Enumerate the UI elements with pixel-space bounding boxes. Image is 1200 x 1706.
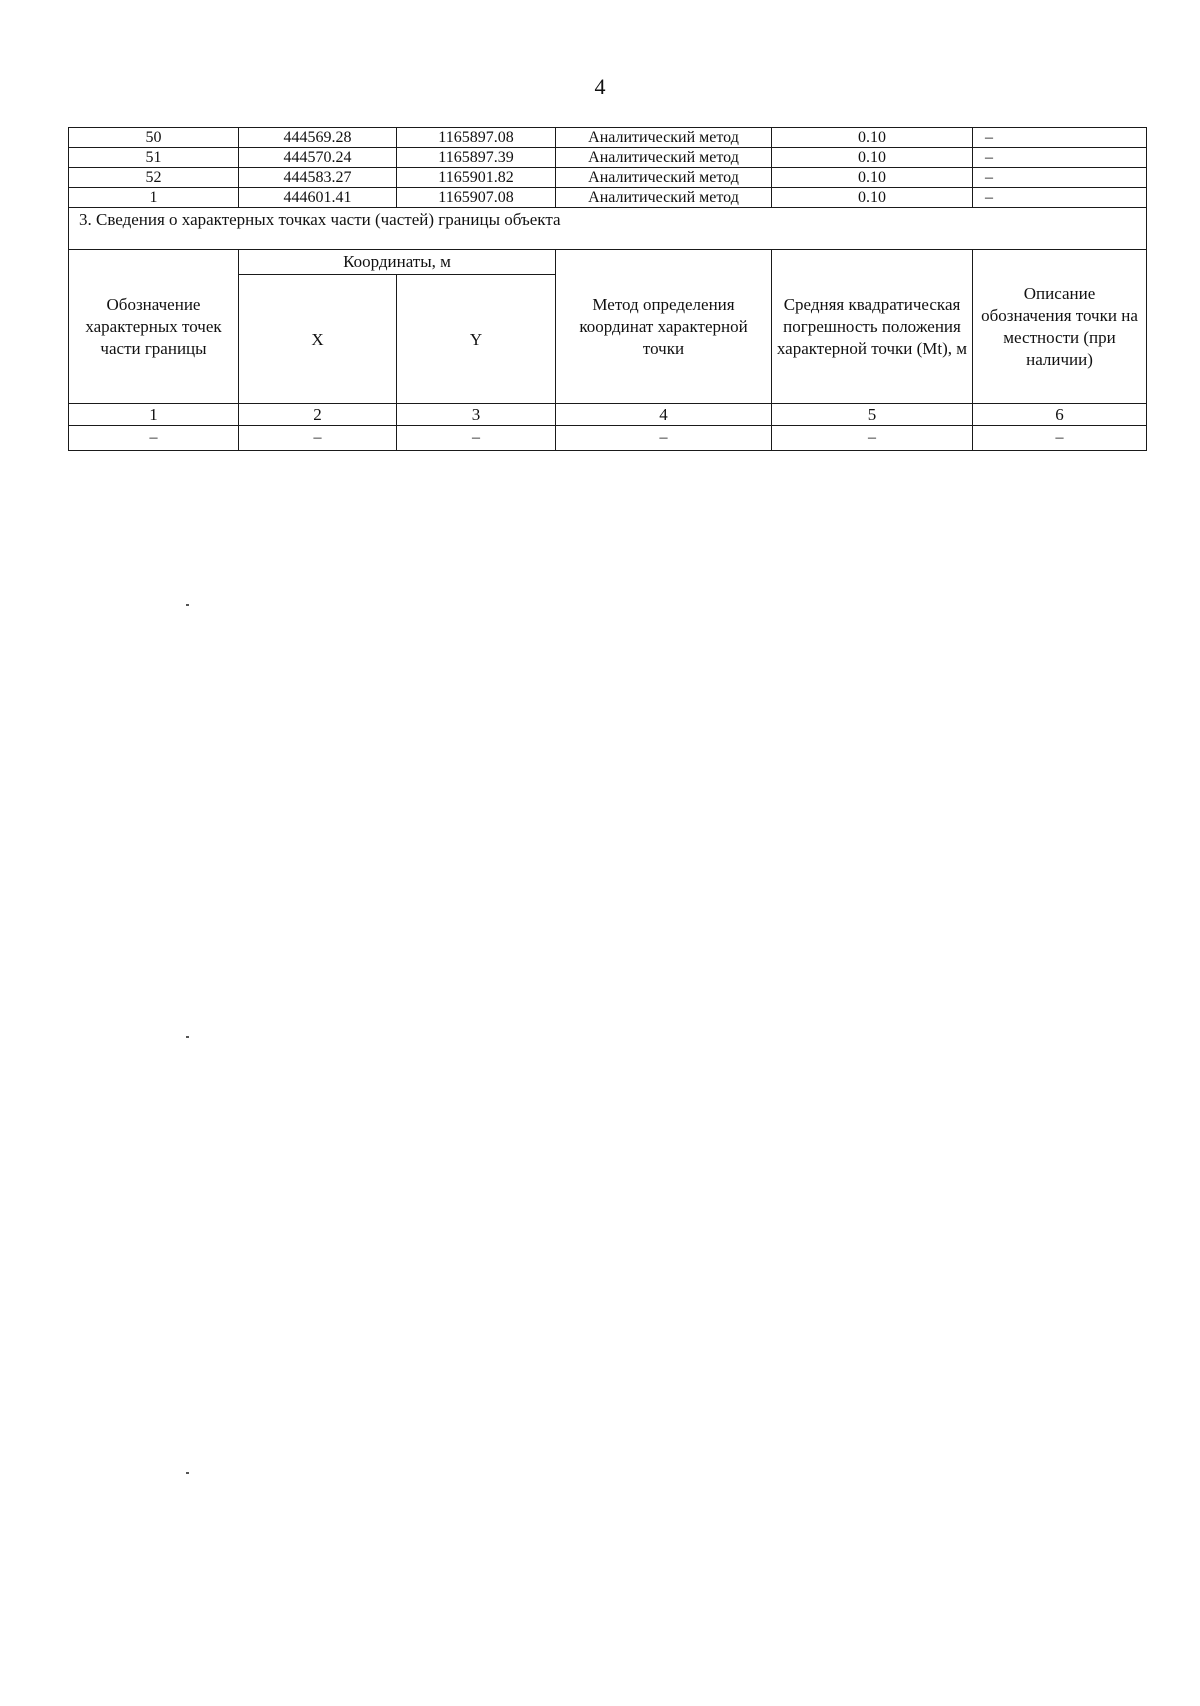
column-number: 5	[772, 404, 973, 426]
empty-cell: –	[772, 426, 973, 451]
desc-cell: –	[973, 148, 1147, 168]
point-cell: 1	[69, 188, 239, 208]
column-number: 4	[556, 404, 772, 426]
column-number: 6	[973, 404, 1147, 426]
header-point: Обозначение характерных точек части границы	[69, 250, 239, 404]
header-y: Y	[397, 275, 556, 404]
table-row	[69, 148, 1147, 168]
empty-cell: –	[239, 426, 397, 451]
error-cell: 0.10	[772, 128, 973, 148]
coordinates-table	[68, 127, 1147, 451]
header-description: Описание обозначения точки на местности (при наличии)	[973, 250, 1147, 404]
column-number: 1	[69, 404, 239, 426]
method-cell: Аналитический метод	[556, 148, 772, 168]
point-cell: 51	[69, 148, 239, 168]
header-row	[69, 250, 1147, 275]
y-cell: 1165907.08	[397, 188, 556, 208]
column-numbers-row	[69, 404, 1147, 426]
empty-cell: –	[973, 426, 1147, 451]
page-number: 4	[594, 74, 606, 99]
table-row	[69, 168, 1147, 188]
empty-cell: –	[556, 426, 772, 451]
header-error-text: Средняя квадратическая погрешность положения характерной точки (Mt), м	[776, 294, 968, 358]
y-cell: 1165897.08	[397, 128, 556, 148]
scan-mark	[186, 1472, 189, 1474]
error-cell: 0.10	[772, 188, 973, 208]
column-number: 2	[239, 404, 397, 426]
desc-cell: –	[973, 128, 1147, 148]
method-cell: Аналитический метод	[556, 188, 772, 208]
section-title-row	[69, 208, 1147, 250]
table-row	[69, 128, 1147, 148]
method-cell: Аналитический метод	[556, 128, 772, 148]
desc-cell: –	[973, 168, 1147, 188]
empty-cell: –	[397, 426, 556, 451]
table-row	[69, 188, 1147, 208]
empty-cell: –	[69, 426, 239, 451]
error-cell: 0.10	[772, 148, 973, 168]
section-title: 3. Сведения о характерных точках части (частей) границы объекта	[69, 208, 1147, 250]
column-number: 3	[397, 404, 556, 426]
scan-mark	[186, 1036, 189, 1038]
x-cell: 444570.24	[239, 148, 397, 168]
desc-cell: –	[973, 188, 1147, 208]
header-coordinates: Координаты, м	[239, 250, 556, 275]
scan-mark	[186, 604, 189, 606]
y-cell: 1165901.82	[397, 168, 556, 188]
method-cell: Аналитический метод	[556, 168, 772, 188]
x-cell: 444601.41	[239, 188, 397, 208]
header-error	[772, 250, 973, 404]
x-cell: 444583.27	[239, 168, 397, 188]
point-cell: 50	[69, 128, 239, 148]
empty-data-row	[69, 426, 1147, 451]
y-cell: 1165897.39	[397, 148, 556, 168]
x-cell: 444569.28	[239, 128, 397, 148]
header-method: Метод определения координат характерной точки	[556, 250, 772, 404]
error-cell: 0.10	[772, 168, 973, 188]
point-cell: 52	[69, 168, 239, 188]
header-x: X	[239, 275, 397, 404]
